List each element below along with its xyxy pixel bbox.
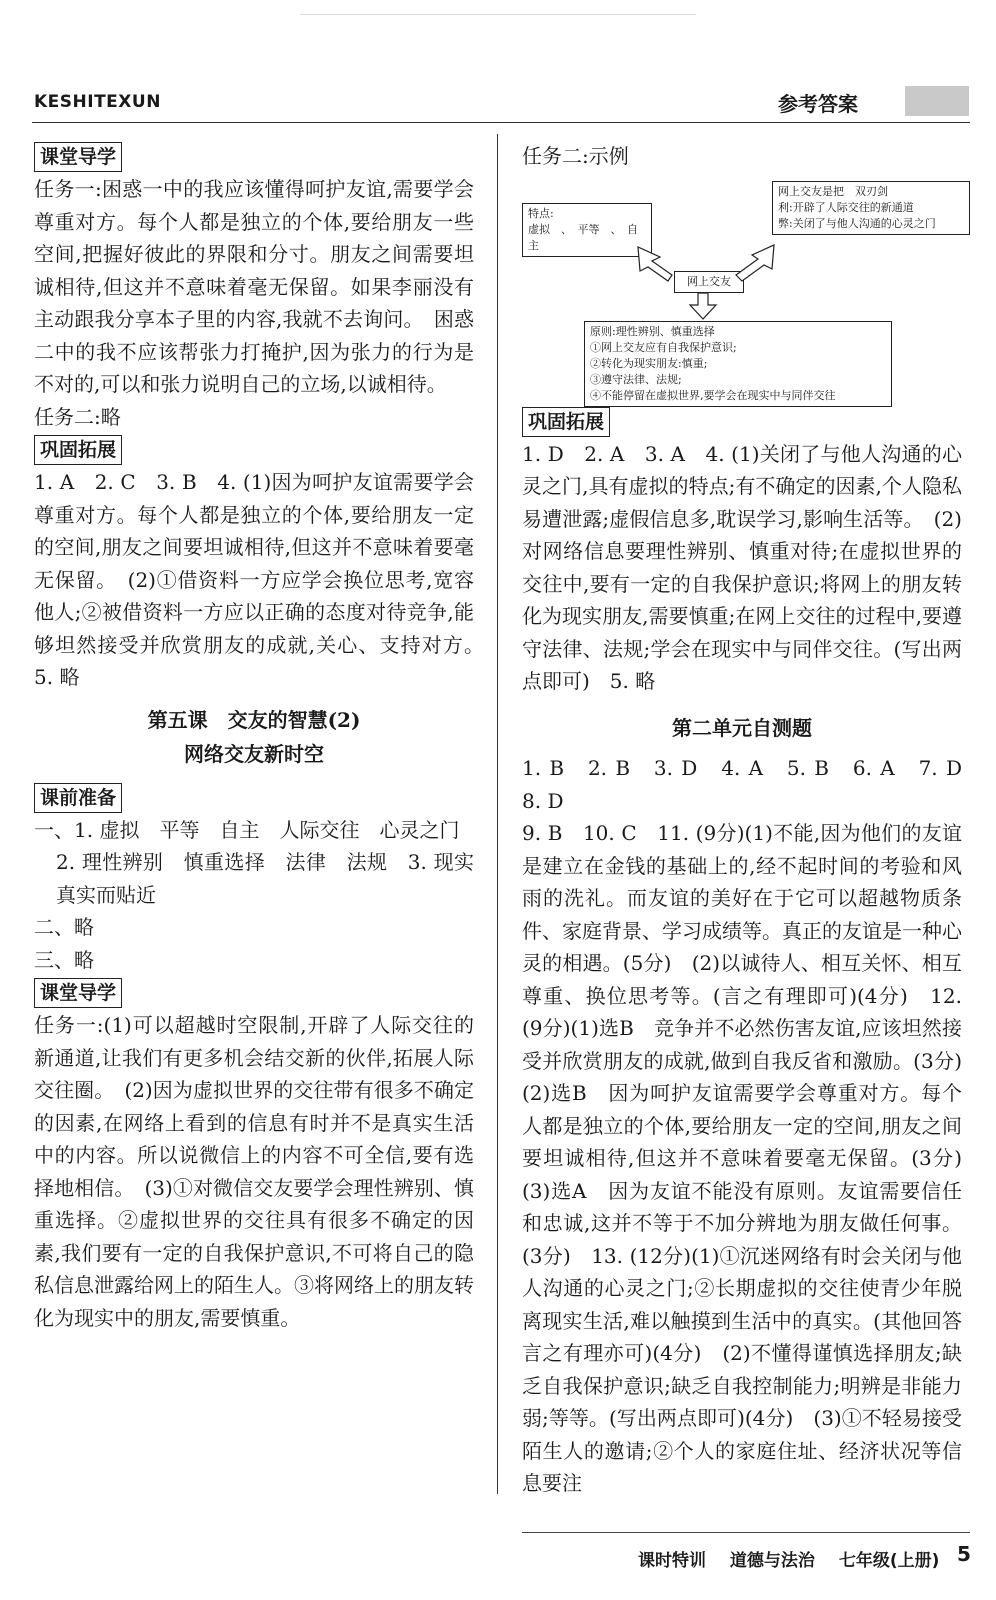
paragraph: 一、1. 虚拟 平等 自主 人际交往 心灵之门 (34, 817, 460, 842)
column-divider (497, 134, 498, 1494)
paragraph: 任务一:(1)可以超越时空限制,开辟了人际交往的新通道,让我们有更多机会结交新的伙伴,拓展人际交往圈。 (2)因为虚拟世界的交往带有很多不确定的因素,在网络上看到的信息有时并不是真实生活中的内容。所以说微信上的内容不可全信,要有选择地相信。 (3)①对微信交友要学会理性辨别、慎重选择。②虚拟世界的交往具有很多不确定的因素,我们要有一定的自我保护意识,不可将自己的隐私信息泄露给网上的陌生人。③将网络上的朋友转化为现实中的朋友,需要慎重。 (34, 1013, 474, 1330)
paragraph: 任务一:困惑一中的我应该懂得呵护友谊,需要学会尊重对方。每个人都是独立的个体,要给朋友一些空间,把握好彼此的界限和分寸。朋友之间需要坦诚相待,但这并不意味着毫无保留。如果李丽没有主动跟我分享本子里的内容,我就不去询问。 困惑二中的我不应该帮张力打掩护,因为张力的行为是不对的,可以和张力说明自己的立场,以诚相待。 (34, 177, 474, 396)
lesson-title: 第五课 交友的智慧(2) (147, 707, 361, 732)
arrow-right-icon (736, 245, 774, 281)
diagram-text: ④不能停留在虚拟世界,要学会在现实中与同伴交往 (590, 388, 836, 402)
section-label: 课前准备 (34, 783, 122, 813)
task-title: 任务二:示例 (522, 144, 629, 168)
footer-subject: 道德与法治 (729, 1551, 815, 1571)
header-right: 参考答案 (778, 92, 858, 116)
left-column (34, 140, 494, 1334)
footer (638, 1546, 957, 1571)
section-label: 课堂导学 (34, 142, 122, 172)
diagram-text: 虚拟 、 平等 、 自主 (528, 222, 638, 252)
paragraph: 1. A 2. C 3. B 4. (1)因为呵护友谊需要学会尊重对方。每个人都是独立的个体,要给朋友一定的空间,朋友之间要坦诚相待,但这并不意味着要毫无保留。 (2)①借资料一方应学会换位思考,宽容他人;②被借资料一方应以正确的态度对待竞争,能够坦然接受并欣赏朋友的成就,关心、支持对方。 5. 略 (34, 470, 494, 689)
top-rule (300, 14, 696, 15)
header-rule (32, 122, 970, 123)
section-label: 巩固拓展 (522, 407, 610, 437)
header-left: KESHITEXUN (34, 92, 161, 112)
section-label: 巩固拓展 (34, 435, 122, 465)
diagram-text: ①网上交友应有自我保护意识; (590, 340, 737, 354)
diagram-text: ③遵守法律、法规; (590, 372, 682, 386)
header-tab (905, 86, 969, 116)
diagram-box-center: 网上交友 (674, 271, 744, 293)
diagram-text: 特点: (528, 206, 554, 220)
lesson-subtitle: 网络交友新时空 (184, 742, 324, 766)
paragraph: 二、略 (34, 915, 94, 939)
answer-line: 1. B 2. B 3. D 4. A 5. B 6. A 7. D 8. D (522, 756, 982, 813)
footer-grade: 七年级(上册) (838, 1551, 940, 1571)
footer-series: 课时特训 (638, 1551, 706, 1571)
arrow-down-icon (690, 293, 716, 319)
section-label: 课堂导学 (34, 978, 122, 1008)
arrow-left-icon (638, 247, 672, 281)
right-column (522, 140, 982, 1500)
concept-diagram (522, 179, 972, 401)
paragraph: 任务二:略 (34, 404, 121, 429)
diagram-text: 网上交友是把 双刃剑 (778, 184, 888, 198)
paragraph: 9. B 10. C 11. (9分)(1)不能,因为他们的友谊是建立在金钱的基础上的,经不起时间的考验和风雨的洗礼。而友谊的美好在于它可以超越物质条件、家庭背景、学习成绩等。真正的友谊是一种心灵的相遇。(5分) (2)以诚待人、相互关怀、相互尊重、换位思考等。(言之有理即可)(4分) 12. (9分)(1)选B 竞争并不必然伤害友谊,应该坦然接受并欣赏朋友的成就,做到自我反省和激励。(3分) (2)选B 因为呵护友谊需要学会尊重对方。每个人都是独立的个体,要给朋友一定的空间,朋友之间要坦诚相待,但这并不意味着要毫无保留。(3分) (3)选A 因为友谊不能没有原则。友谊需要信任和忠诚,这并不等于不加分辨地为朋友做任何事。(3分) 13. (12分)(1)①沉迷网络有时会关闭与他人沟通的心灵之门;②长期虚拟的交往使青少年脱离现实生活,难以触摸到生活中的真实。(其他回答言之有理亦可)(4分) (2)不懂得谨慎选择朋友;缺乏自我保护意识;缺乏自我控制能力;明辨是非能力弱;等等。(写出两点即可)(4分) (3)①不轻易接受陌生人的邀请;②个人的家庭住址、经济状况等信息要注 (522, 821, 982, 1495)
page-number: 5 (957, 1542, 971, 1566)
paragraph: 三、略 (34, 947, 94, 972)
paragraph: 2. 理性辨别 慎重选择 法律 法规 3. 现实 真实而贴近 (56, 850, 494, 907)
footer-rule (522, 1532, 970, 1533)
unit-title: 第二单元自测题 (672, 715, 812, 740)
paragraph: 1. D 2. A 3. A 4. (1)关闭了与他人沟通的心灵之门,具有虚拟的特点;有不确定的因素,个人隐私易遭泄露;虚假信息多,耽误学习,影响生活等。 (2)对网络信息要理性辨别、慎重对待;在虚拟世界的交往中,要有一定的自我保护意识;将网上的朋友转化为现实朋友,需要慎重;在网上交往的过程中,要遵守法律、法规;学会在现实中与同伴交往。(写出两点即可) 5. 略 (522, 441, 962, 693)
diagram-text: 利:开辟了人际交往的新通道 (778, 200, 914, 214)
diagram-text: ②转化为现实朋友:慎重; (590, 356, 708, 370)
diagram-text: 弊:关闭了与他人沟通的心灵之门 (778, 216, 936, 230)
diagram-text: 原则:理性辨别、慎重选择 (590, 324, 715, 338)
diagram-arrows (522, 179, 972, 401)
